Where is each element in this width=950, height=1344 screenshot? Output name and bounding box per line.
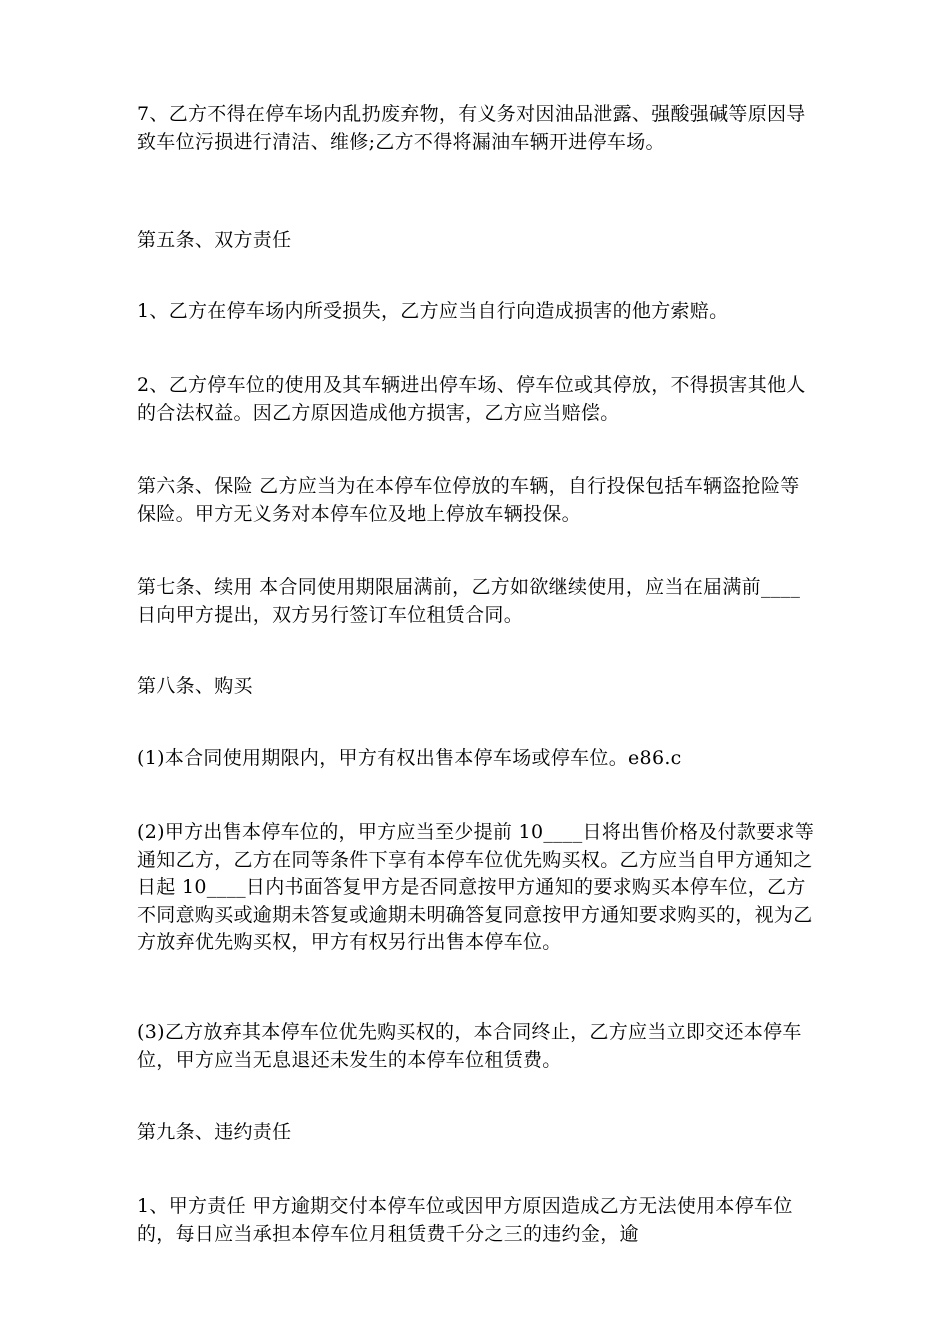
article-8-item-2: (2)甲方出售本停车位的，甲方应当至少提前 10____日将出售价格及付款要求等通知乙方，乙方在同等条件下享有本停车位优先购买权。乙方应当自甲方通知之日起 10____日内书面答复甲方是否同意按甲方通知的要求购买本停车位，乙方不同意购买或逾期未答复或逾期未明确答复同意按甲方通知要求购买的，视为乙方放弃优先购买权，甲方有权另行出售本停车位。: [137, 821, 815, 953]
article-7-renewal: 第七条、续用 本合同使用期限届满前，乙方如欲继续使用，应当在届满前____日向甲方提出，双方另行签订车位租赁合同。: [137, 576, 801, 626]
article-9-heading: 第九条、违约责任: [137, 1121, 292, 1143]
article-8-item-3: (3)乙方放弃其本停车位优先购买权的，本合同终止，乙方应当立即交还本停车位，甲方应当无息退还未发生的本停车位租赁费。: [137, 1021, 802, 1071]
clause-7-paragraph: 7、乙方不得在停车场内乱扔废弃物，有义务对因油品泄露、强酸强碱等原因导致车位污损进行清洁、维修;乙方不得将漏油车辆开进停车场。: [137, 103, 806, 153]
article-8-item-1: (1)本合同使用期限内，甲方有权出售本停车场或停车位。e86.c: [137, 747, 682, 769]
article-5-item-1: 1、乙方在停车场内所受损失，乙方应当自行向造成损害的他方索赔。: [137, 300, 729, 322]
article-6-insurance: 第六条、保险 乙方应当为在本停车位停放的车辆，自行投保包括车辆盗抢险等保险。甲方无义务对本停车位及地上停放车辆投保。: [137, 475, 800, 525]
article-5-item-2: 2、乙方停车位的使用及其车辆进出停车场、停车位或其停放，不得损害其他人的合法权益。因乙方原因造成他方损害，乙方应当赔偿。: [137, 374, 806, 424]
article-5-heading: 第五条、双方责任: [137, 229, 292, 251]
article-9-item-1: 1、甲方责任 甲方逾期交付本停车位或因甲方原因造成乙方无法使用本停车位的，每日应当承担本停车位月租赁费千分之三的违约金，逾: [137, 1195, 793, 1245]
article-8-heading: 第八条、购买: [137, 675, 253, 697]
